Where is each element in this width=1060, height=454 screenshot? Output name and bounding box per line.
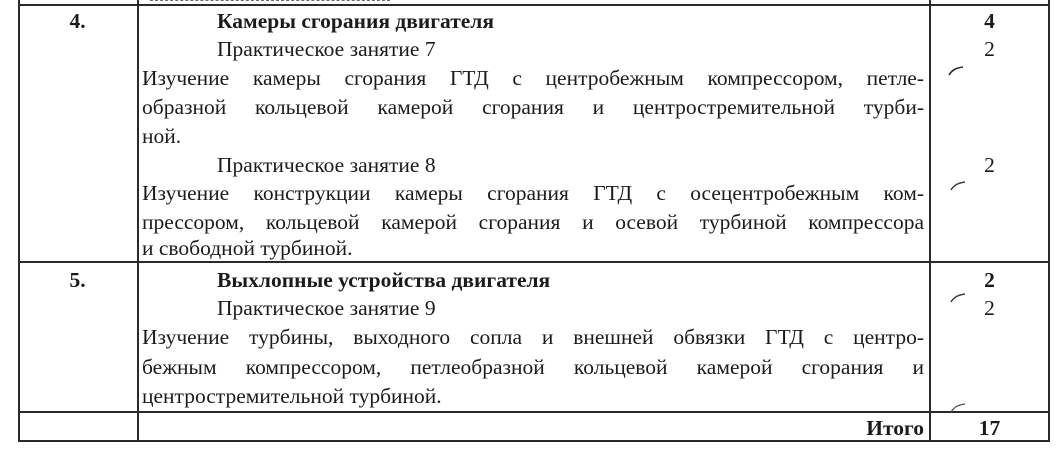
lesson-description-line: образной кольцевой камерой сгорания и центростремительной турби- <box>142 95 924 119</box>
total-hours: 17 <box>978 416 1001 440</box>
table-rule-right <box>1048 0 1050 442</box>
lesson-title: Практическое занятие 7 <box>217 37 436 61</box>
pen-tick-mark <box>948 66 964 76</box>
row-number: 5. <box>69 268 86 292</box>
lesson-description-line: бежным компрессором, петлеобразной кольцевой камерой сгорания и <box>142 355 924 379</box>
pen-tick-mark <box>950 403 966 413</box>
section-hours: 4 <box>984 9 995 33</box>
section-title: Выхлопные устройства двигателя <box>217 268 551 292</box>
row-number: 4. <box>69 9 86 33</box>
pen-tick-mark <box>950 293 966 303</box>
lesson-title: Практическое занятие 9 <box>217 296 436 320</box>
table-rule-bottom <box>18 440 1050 442</box>
lesson-description-line: Изучение камеры сгорания ГТД с центробежным компрессором, петле- <box>142 66 924 90</box>
lesson-description-line: центростремительной турбиной. <box>142 384 442 408</box>
lesson-description-line: ной. <box>142 124 182 148</box>
lesson-description-line: и свободной турбиной. <box>142 236 353 260</box>
lesson-description-line: Изучение конструкции камеры сгорания ГТД с осецентробежным ком- <box>142 181 924 205</box>
table-rule-col-1 <box>137 0 139 442</box>
table-rule-row-4-bottom <box>18 261 1050 263</box>
table-rule-col-2 <box>929 0 931 442</box>
table-rule-row-5-bottom <box>18 411 1050 413</box>
lesson-title: Практическое занятие 8 <box>217 153 436 177</box>
lesson-hours: 2 <box>984 153 995 177</box>
lesson-description-line: прессором, кольцевой камерой сгорания и осевой турбиной компрессора <box>142 210 924 234</box>
lesson-hours: 2 <box>984 296 995 320</box>
total-label: Итого <box>866 416 924 440</box>
pen-tick-mark <box>950 181 966 191</box>
section-hours: 2 <box>984 268 995 292</box>
table-rule-left <box>18 0 20 442</box>
lesson-description-line: Изучение турбины, выходного сопла и внешней обвязки ГТД с центро- <box>142 325 924 349</box>
table-rule-top <box>18 4 1050 6</box>
lesson-hours: 2 <box>984 37 995 61</box>
section-title: Камеры сгорания двигателя <box>217 9 495 33</box>
previous-row-remnant <box>150 0 390 3</box>
